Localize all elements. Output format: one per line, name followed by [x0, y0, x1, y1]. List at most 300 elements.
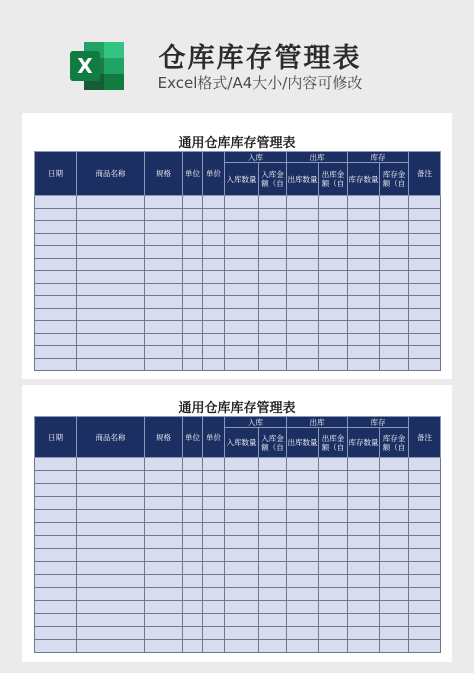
table-cell	[145, 346, 183, 359]
table-cell	[35, 196, 77, 209]
sheet-title: 通用仓库库存管理表	[178, 401, 296, 416]
table-cell	[145, 333, 183, 346]
table-cell	[348, 640, 380, 653]
table-cell	[287, 321, 319, 334]
table-cell	[348, 283, 380, 296]
table-cell	[409, 258, 441, 271]
sheet-title: 通用仓库库存管理表	[178, 136, 296, 151]
table-cell	[203, 549, 225, 562]
table-cell	[203, 258, 225, 271]
table-cell	[409, 308, 441, 321]
col-header-out-qty: 出库数量	[287, 428, 319, 458]
table-cell	[225, 346, 259, 359]
table-cell	[409, 640, 441, 653]
table-cell	[77, 497, 145, 510]
table-cell	[348, 536, 380, 549]
table-row	[35, 233, 441, 246]
table-cell	[287, 497, 319, 510]
table-cell	[35, 575, 77, 588]
table-cell	[348, 601, 380, 614]
table-cell	[348, 588, 380, 601]
table-cell	[319, 471, 348, 484]
table-cell	[183, 575, 203, 588]
table-cell	[380, 283, 409, 296]
table-cell	[348, 246, 380, 259]
table-cell	[319, 497, 348, 510]
table-row	[35, 640, 441, 653]
table-cell	[183, 233, 203, 246]
table-cell	[409, 562, 441, 575]
table-cell	[348, 296, 380, 309]
table-cell	[348, 614, 380, 627]
table-cell	[259, 258, 287, 271]
table-cell	[348, 510, 380, 523]
table-cell	[225, 296, 259, 309]
table-cell	[77, 196, 145, 209]
table-cell	[145, 471, 183, 484]
table-cell	[259, 497, 287, 510]
table-cell	[348, 258, 380, 271]
table-cell	[77, 358, 145, 371]
table-cell	[145, 523, 183, 536]
table-cell	[35, 549, 77, 562]
table-cell	[319, 258, 348, 271]
table-cell	[225, 333, 259, 346]
table-cell	[348, 549, 380, 562]
table-row	[35, 549, 441, 562]
table-cell	[203, 308, 225, 321]
table-cell	[183, 308, 203, 321]
table-cell	[35, 296, 77, 309]
table-cell	[183, 296, 203, 309]
table-cell	[77, 458, 145, 471]
table-cell	[380, 549, 409, 562]
table-cell	[319, 333, 348, 346]
table-cell	[203, 575, 225, 588]
table-row	[35, 588, 441, 601]
table-cell	[145, 271, 183, 284]
table-row	[35, 523, 441, 536]
table-cell	[145, 221, 183, 234]
table-cell	[35, 246, 77, 259]
table-cell	[225, 196, 259, 209]
table-cell	[35, 283, 77, 296]
table-cell	[348, 523, 380, 536]
table-cell	[409, 358, 441, 371]
table-cell	[77, 549, 145, 562]
table-cell	[183, 523, 203, 536]
table-cell	[348, 333, 380, 346]
table-cell	[380, 258, 409, 271]
table-cell	[319, 358, 348, 371]
col-header-out-amount: 出库金额（自	[319, 163, 348, 196]
table-cell	[35, 588, 77, 601]
col-header-in-amount: 入库金额（自	[259, 163, 287, 196]
table-cell	[319, 221, 348, 234]
table-cell	[287, 627, 319, 640]
table-cell	[409, 208, 441, 221]
table-cell	[348, 196, 380, 209]
col-header-in-qty: 入库数量	[225, 428, 259, 458]
table-cell	[77, 575, 145, 588]
table-cell	[35, 614, 77, 627]
table-cell	[145, 575, 183, 588]
table-cell	[77, 471, 145, 484]
table-cell	[183, 258, 203, 271]
table-cell	[319, 588, 348, 601]
table-cell	[259, 333, 287, 346]
table-cell	[287, 601, 319, 614]
table-cell	[348, 271, 380, 284]
table-cell	[203, 246, 225, 259]
table-cell	[259, 614, 287, 627]
table-cell	[225, 258, 259, 271]
table-cell	[409, 221, 441, 234]
table-cell	[35, 458, 77, 471]
table-cell	[77, 536, 145, 549]
table-cell	[225, 321, 259, 334]
table-cell	[225, 233, 259, 246]
table-cell	[35, 221, 77, 234]
table-cell	[183, 601, 203, 614]
table-cell	[259, 308, 287, 321]
table-cell	[287, 588, 319, 601]
table-cell	[287, 471, 319, 484]
table-body	[35, 458, 441, 653]
table-cell	[380, 562, 409, 575]
table-cell	[183, 640, 203, 653]
table-cell	[183, 562, 203, 575]
table-cell	[259, 601, 287, 614]
table-cell	[348, 627, 380, 640]
table-cell	[348, 471, 380, 484]
table-cell	[380, 471, 409, 484]
table-cell	[35, 640, 77, 653]
table-cell	[77, 346, 145, 359]
sheet-preview-2	[22, 385, 452, 662]
table-cell	[287, 308, 319, 321]
table-cell	[183, 536, 203, 549]
table-cell	[319, 283, 348, 296]
table-cell	[380, 510, 409, 523]
excel-logo-letter: X	[77, 54, 93, 78]
table-cell	[380, 271, 409, 284]
table-cell	[183, 321, 203, 334]
table-cell	[287, 246, 319, 259]
table-cell	[259, 296, 287, 309]
table-cell	[409, 346, 441, 359]
table-cell	[380, 614, 409, 627]
table-cell	[348, 575, 380, 588]
table-cell	[319, 640, 348, 653]
group-header-outbound: 出库	[287, 417, 348, 428]
table-cell	[319, 233, 348, 246]
table-row	[35, 221, 441, 234]
table-cell	[287, 484, 319, 497]
table-cell	[319, 484, 348, 497]
table-cell	[225, 484, 259, 497]
table-cell	[35, 308, 77, 321]
table-cell	[319, 346, 348, 359]
table-cell	[409, 233, 441, 246]
col-header-unit: 单位	[183, 417, 203, 458]
table-cell	[77, 588, 145, 601]
table-cell	[259, 640, 287, 653]
table-cell	[287, 575, 319, 588]
group-header-outbound: 出库	[287, 152, 348, 163]
table-cell	[259, 346, 287, 359]
table-cell	[409, 510, 441, 523]
table-cell	[203, 497, 225, 510]
table-cell	[409, 333, 441, 346]
table-cell	[77, 601, 145, 614]
table-cell	[203, 283, 225, 296]
table-cell	[319, 246, 348, 259]
table-cell	[380, 601, 409, 614]
table-cell	[203, 458, 225, 471]
table-cell	[225, 497, 259, 510]
table-cell	[183, 614, 203, 627]
page-title: 仓库库存管理表	[158, 43, 362, 74]
table-cell	[259, 458, 287, 471]
table-cell	[287, 358, 319, 371]
table-cell	[77, 510, 145, 523]
table-cell	[77, 321, 145, 334]
table-cell	[259, 588, 287, 601]
table-cell	[145, 196, 183, 209]
table-cell	[183, 358, 203, 371]
table-cell	[348, 208, 380, 221]
table-cell	[203, 333, 225, 346]
table-cell	[287, 271, 319, 284]
table-row	[35, 258, 441, 271]
table-cell	[287, 283, 319, 296]
table-cell	[203, 562, 225, 575]
table-cell	[259, 271, 287, 284]
table-cell	[203, 471, 225, 484]
table-row	[35, 627, 441, 640]
col-header-stock-amount: 库存金额（自	[380, 428, 409, 458]
table-cell	[409, 271, 441, 284]
table-cell	[259, 510, 287, 523]
table-cell	[319, 321, 348, 334]
table-cell	[35, 627, 77, 640]
group-header-stock: 库存	[348, 152, 409, 163]
table-cell	[259, 196, 287, 209]
table-cell	[287, 196, 319, 209]
table-cell	[380, 246, 409, 259]
table-cell	[225, 246, 259, 259]
table-cell	[259, 549, 287, 562]
table-cell	[183, 627, 203, 640]
table-cell	[319, 458, 348, 471]
col-header-out-qty: 出库数量	[287, 163, 319, 196]
table-cell	[259, 471, 287, 484]
table-cell	[259, 536, 287, 549]
col-header-stock-qty: 库存数量	[348, 428, 380, 458]
table-cell	[77, 484, 145, 497]
table-cell	[287, 523, 319, 536]
table-cell	[183, 283, 203, 296]
col-header-in-qty: 入库数量	[225, 163, 259, 196]
table-cell	[77, 246, 145, 259]
table-row	[35, 601, 441, 614]
table-cell	[380, 575, 409, 588]
table-cell	[35, 497, 77, 510]
table-cell	[348, 458, 380, 471]
banner	[0, 0, 474, 110]
group-header-stock: 库存	[348, 417, 409, 428]
table-cell	[348, 562, 380, 575]
col-header-unit-price: 单价	[203, 152, 225, 196]
table-cell	[35, 271, 77, 284]
table-cell	[380, 588, 409, 601]
table-cell	[409, 536, 441, 549]
group-header-inbound: 入库	[225, 152, 287, 163]
table-cell	[183, 471, 203, 484]
col-header-in-amount: 入库金额（自	[259, 428, 287, 458]
table-cell	[77, 296, 145, 309]
table-cell	[348, 497, 380, 510]
table-row	[35, 333, 441, 346]
table-cell	[183, 549, 203, 562]
table-cell	[319, 536, 348, 549]
col-header-product-name: 商品名称	[77, 417, 145, 458]
table-cell	[319, 614, 348, 627]
table-cell	[380, 640, 409, 653]
table-cell	[35, 333, 77, 346]
table-cell	[287, 333, 319, 346]
col-header-stock-qty: 库存数量	[348, 163, 380, 196]
table-cell	[145, 233, 183, 246]
table-cell	[380, 221, 409, 234]
table-cell	[145, 510, 183, 523]
table-cell	[225, 308, 259, 321]
table-cell	[409, 283, 441, 296]
table-cell	[348, 484, 380, 497]
table-cell	[145, 562, 183, 575]
table-cell	[348, 358, 380, 371]
table-cell	[77, 523, 145, 536]
table-cell	[77, 627, 145, 640]
table-cell	[225, 208, 259, 221]
table-cell	[203, 627, 225, 640]
table-cell	[145, 484, 183, 497]
table-cell	[287, 296, 319, 309]
table-row	[35, 497, 441, 510]
table-cell	[259, 562, 287, 575]
table-cell	[225, 471, 259, 484]
table-cell	[35, 562, 77, 575]
table-cell	[203, 271, 225, 284]
table-cell	[409, 523, 441, 536]
table-cell	[145, 458, 183, 471]
table-cell	[203, 510, 225, 523]
table-cell	[225, 627, 259, 640]
table-cell	[145, 321, 183, 334]
table-row	[35, 484, 441, 497]
table-body	[35, 196, 441, 371]
excel-icon	[68, 40, 126, 92]
table-cell	[319, 308, 348, 321]
table-cell	[225, 358, 259, 371]
table-row	[35, 562, 441, 575]
table-cell	[225, 562, 259, 575]
table-cell	[287, 221, 319, 234]
table-cell	[380, 627, 409, 640]
table-cell	[319, 562, 348, 575]
table-cell	[183, 246, 203, 259]
page-subtitle: Excel格式/A4大小/内容可修改	[157, 74, 363, 92]
table-row	[35, 208, 441, 221]
table-cell	[319, 510, 348, 523]
table-cell	[145, 497, 183, 510]
table-cell	[259, 208, 287, 221]
table-row	[35, 536, 441, 549]
table-cell	[145, 640, 183, 653]
col-header-remark: 备注	[409, 152, 441, 196]
table-cell	[380, 196, 409, 209]
table-cell	[77, 221, 145, 234]
table-row	[35, 296, 441, 309]
table-cell	[409, 196, 441, 209]
table-cell	[409, 321, 441, 334]
col-header-remark: 备注	[409, 417, 441, 458]
table-cell	[409, 588, 441, 601]
table-row	[35, 346, 441, 359]
table-cell	[225, 640, 259, 653]
table-cell	[35, 358, 77, 371]
table-cell	[77, 271, 145, 284]
table-row	[35, 458, 441, 471]
table-cell	[225, 271, 259, 284]
table-cell	[35, 536, 77, 549]
col-header-date: 日期	[35, 152, 77, 196]
table-cell	[145, 258, 183, 271]
table-cell	[203, 321, 225, 334]
table-cell	[145, 614, 183, 627]
table-cell	[145, 208, 183, 221]
table-row	[35, 321, 441, 334]
table-row	[35, 308, 441, 321]
table-cell	[259, 283, 287, 296]
table-cell	[259, 233, 287, 246]
table-cell	[203, 614, 225, 627]
table-cell	[380, 458, 409, 471]
table-cell	[409, 458, 441, 471]
table-cell	[259, 523, 287, 536]
table-cell	[35, 510, 77, 523]
table-cell	[259, 358, 287, 371]
table-cell	[348, 321, 380, 334]
table-cell	[380, 233, 409, 246]
table-cell	[319, 523, 348, 536]
table-cell	[145, 627, 183, 640]
table-cell	[77, 640, 145, 653]
table-cell	[35, 523, 77, 536]
table-cell	[380, 346, 409, 359]
table-cell	[203, 196, 225, 209]
table-cell	[35, 258, 77, 271]
table-cell	[183, 458, 203, 471]
col-header-date: 日期	[35, 417, 77, 458]
table-cell	[183, 196, 203, 209]
table-cell	[203, 588, 225, 601]
table-cell	[380, 296, 409, 309]
table-cell	[203, 296, 225, 309]
table-cell	[287, 640, 319, 653]
table-cell	[183, 510, 203, 523]
